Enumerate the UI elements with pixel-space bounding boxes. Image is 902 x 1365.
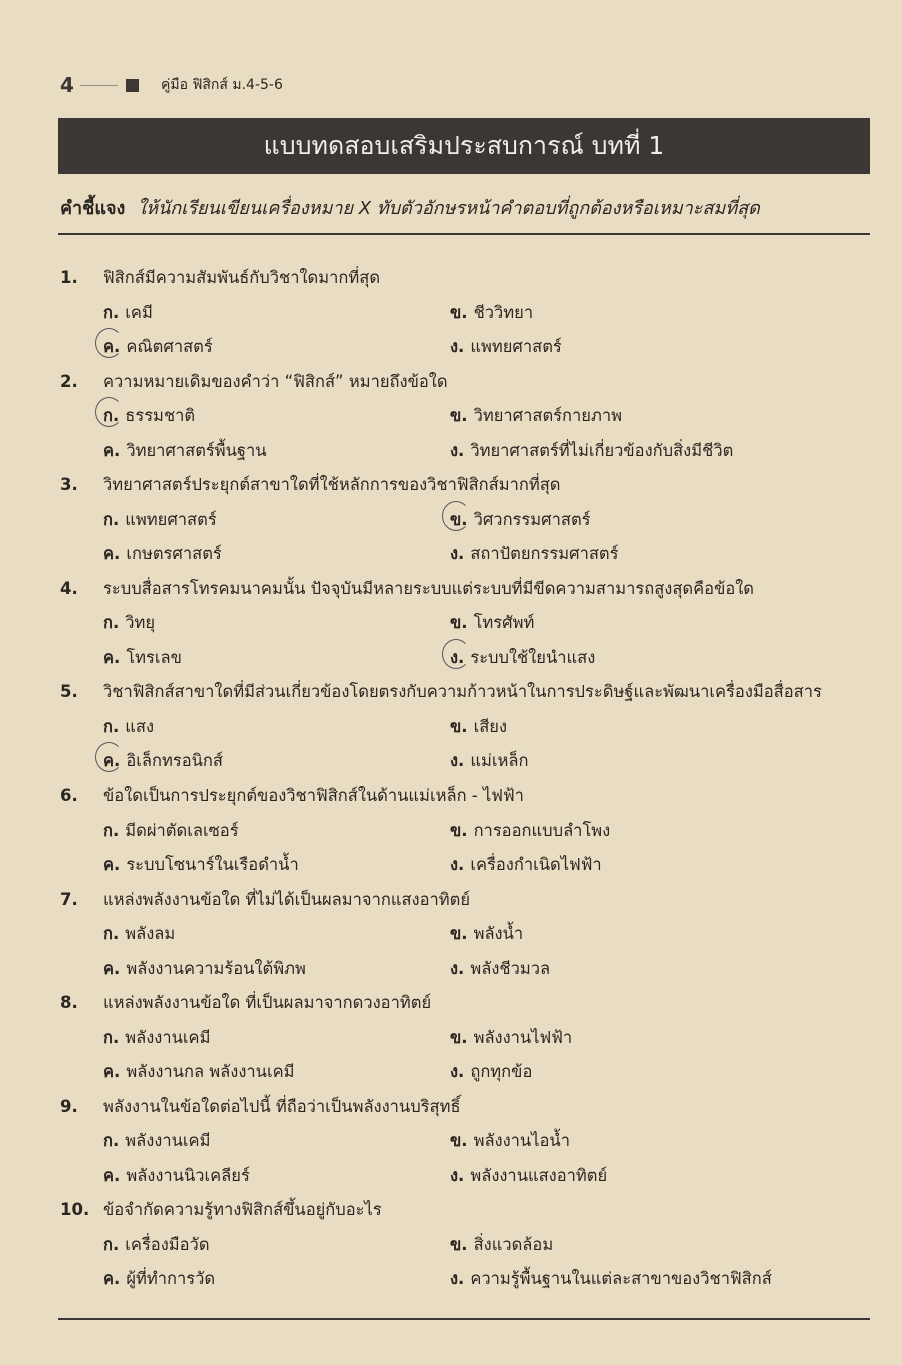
question-stem (60, 369, 448, 395)
question-stem (60, 783, 524, 809)
answer-option[interactable] (103, 818, 239, 844)
option-label: ก. (103, 406, 120, 426)
option-text: พลังชีวมวล (470, 958, 551, 978)
instructions-text: ให้นักเรียนเขียนเครื่องหมาย X ทับตัวอักษรหน้าคำตอบที่ถูกต้องหรือเหมาะสมที่สุด (137, 198, 760, 219)
option-label: ง. (450, 1062, 465, 1082)
option-label: ค. (103, 440, 121, 460)
handwritten-circle-mark (442, 501, 470, 531)
answer-option[interactable] (103, 1059, 295, 1085)
question-number: 9. (60, 1096, 78, 1116)
bottom-divider (58, 1318, 870, 1320)
option-text: มีดผ่าตัดเลเซอร์ (125, 820, 239, 840)
option-label: ก. (103, 302, 120, 322)
option-label: ง. (450, 440, 465, 460)
option-text: วิทยาศาสตร์พื้นฐาน (126, 440, 267, 460)
handwritten-circle-mark (95, 397, 123, 427)
question-number: 3. (60, 475, 78, 495)
option-text: เคมี (125, 302, 153, 322)
question-number: 4. (60, 578, 78, 598)
question-stem (60, 472, 561, 498)
question-text: ข้อใดเป็นการประยุกต์ของวิชาฟิสิกส์ในด้านแม่เหล็ก - ไฟฟ้า (103, 786, 524, 805)
answer-option[interactable] (450, 541, 619, 567)
answer-option[interactable] (103, 1128, 210, 1154)
option-label: ง. (450, 751, 465, 771)
page-number: 4 (60, 73, 74, 97)
header-divider (80, 85, 118, 86)
option-label: ง. (450, 647, 465, 667)
question-number: 10. (60, 1200, 90, 1220)
answer-option[interactable] (450, 334, 562, 360)
answer-option[interactable] (103, 334, 213, 360)
top-divider (58, 233, 870, 235)
answer-option[interactable] (103, 541, 222, 567)
question-text: ระบบสื่อสารโทรคมนาคมนั้น ปัจจุบันมีหลายระบบแต่ระบบที่มีขีดความสามารถสูงสุดคือข้อใด (103, 578, 755, 598)
page-title: แบบทดสอบเสริมประสบการณ์ บทที่ 1 (58, 118, 870, 174)
option-text: โทรศัพท์ (473, 613, 535, 633)
answer-option[interactable] (103, 1025, 210, 1051)
question-stem (60, 576, 754, 602)
question-stem (60, 887, 470, 913)
option-label: ข. (450, 1131, 468, 1151)
answer-option[interactable] (450, 403, 622, 429)
answer-option[interactable] (450, 1059, 532, 1085)
option-text: เกษตรศาสตร์ (126, 544, 222, 564)
option-text: พลังงานกล พลังงานเคมี (126, 1062, 295, 1082)
answer-option[interactable] (103, 852, 299, 878)
answer-option[interactable] (103, 748, 223, 774)
square-bullet-icon (126, 79, 139, 92)
option-text: พลังงานนิวเคลียร์ (126, 1165, 250, 1185)
option-label: ก. (103, 613, 120, 633)
book-title: คู่มือ ฟิสิกส์ ม.4-5-6 (161, 77, 283, 93)
option-text: วิทยาศาสตร์ที่ไม่เกี่ยวข้องกับสิ่งมีชีวิต (470, 440, 734, 460)
option-text: ความรู้พื้นฐานในแต่ละสาขาของวิชาฟิสิกส์ (470, 1269, 772, 1289)
option-label: ก. (103, 924, 120, 944)
answer-option[interactable] (103, 921, 175, 947)
option-label: ข. (450, 716, 468, 736)
answer-option[interactable] (103, 403, 195, 429)
option-text: ถูกทุกข้อ (470, 1062, 533, 1082)
answer-option[interactable] (103, 438, 267, 464)
answer-option[interactable] (103, 1232, 210, 1258)
option-text: ระบบโซนาร์ในเรือดำน้ำ (126, 855, 299, 874)
option-text: แสง (125, 716, 155, 736)
option-label: ค. (103, 647, 121, 667)
option-label: ง. (450, 855, 465, 874)
question-stem (60, 679, 822, 705)
instructions-label: คำชี้แจง (60, 198, 126, 219)
option-label: ง. (450, 1165, 465, 1185)
option-text: แพทยศาสตร์ (125, 509, 217, 529)
option-label: ข. (450, 302, 468, 322)
option-text: สถาปัตยกรรมศาสตร์ (470, 544, 619, 564)
question-text: แหล่งพลังงานข้อใด ที่เป็นผลมาจากดวงอาทิตย์ (103, 993, 432, 1013)
answer-option[interactable] (450, 610, 534, 636)
option-text: ผู้ที่ทำการวัด (126, 1269, 216, 1289)
answer-option[interactable] (103, 714, 154, 740)
answer-option[interactable] (450, 714, 507, 740)
question-number: 1. (60, 268, 78, 287)
answer-option[interactable] (450, 438, 733, 464)
option-text: แพทยศาสตร์ (470, 337, 562, 356)
answer-option[interactable] (103, 300, 153, 326)
option-label: ก. (103, 820, 120, 840)
question-stem (60, 990, 431, 1016)
option-label: ข. (450, 613, 468, 633)
answer-option[interactable] (103, 507, 217, 533)
option-label: ก. (103, 1131, 120, 1151)
option-text: ชีววิทยา (473, 302, 534, 322)
handwritten-circle-mark (442, 639, 470, 669)
instructions (60, 193, 760, 222)
option-text: เครื่องกำเนิดไฟฟ้า (470, 855, 602, 874)
question-stem (60, 1197, 382, 1223)
option-text: พลังงานเคมี (125, 1131, 211, 1151)
option-text: พลังน้ำ (473, 924, 524, 944)
answer-option[interactable] (103, 1163, 250, 1189)
answer-option[interactable] (450, 1163, 607, 1189)
option-text: พลังลม (125, 924, 176, 944)
option-text: พลังงานไฟฟ้า (473, 1027, 573, 1047)
option-text: อิเล็กทรอนิกส์ (126, 751, 223, 771)
question-text: ข้อจำกัดความรู้ทางฟิสิกส์ขึ้นอยู่กับอะไร (103, 1200, 382, 1220)
answer-option[interactable] (450, 1128, 570, 1154)
option-label: ค. (103, 544, 121, 564)
option-text: ธรรมชาติ (125, 406, 196, 426)
option-text: วิทยุ (125, 613, 156, 633)
option-text: พลังงานความร้อนใต้พิภพ (126, 958, 306, 978)
option-label: ง. (450, 1269, 465, 1289)
answer-option[interactable] (103, 956, 306, 982)
answer-option[interactable] (450, 300, 533, 326)
handwritten-circle-mark (95, 328, 123, 358)
answer-option[interactable] (450, 507, 591, 533)
question-text: พลังงานในข้อใดต่อไปนี้ ที่ถือว่าเป็นพลังงานบริสุทธิ์ (103, 1096, 461, 1116)
option-text: สิ่งแวดล้อม (473, 1234, 554, 1254)
answer-option[interactable] (450, 852, 602, 878)
option-text: โทรเลข (126, 647, 182, 667)
option-text: เครื่องมือวัด (125, 1234, 210, 1254)
answer-option[interactable] (103, 1266, 215, 1292)
option-label: ก. (103, 1234, 120, 1254)
question-number: 7. (60, 889, 78, 909)
option-text: เสียง (473, 716, 507, 736)
answer-option[interactable] (450, 956, 550, 982)
option-label: ค. (103, 1165, 121, 1185)
option-label: ข. (450, 509, 468, 529)
answer-option[interactable] (450, 818, 610, 844)
option-label: ง. (450, 544, 465, 564)
option-label: ข. (450, 1027, 468, 1047)
question-number: 5. (60, 682, 78, 702)
option-text: แม่เหล็ก (470, 751, 529, 771)
option-label: ข. (450, 406, 468, 426)
option-label: ค. (103, 855, 121, 874)
option-label: ง. (450, 337, 465, 356)
option-text: พลังงานเคมี (125, 1027, 211, 1047)
option-text: คณิตศาสตร์ (126, 337, 213, 356)
option-label: ค. (103, 751, 121, 771)
option-text: ระบบใช้ใยนำแสง (470, 647, 596, 667)
question-text: ฟิสิกส์มีความสัมพันธ์กับวิชาใดมากที่สุด (103, 268, 381, 287)
option-label: ก. (103, 716, 120, 736)
answer-option[interactable] (450, 1025, 572, 1051)
option-label: ค. (103, 1062, 121, 1082)
question-number: 8. (60, 993, 78, 1013)
option-text: การออกแบบลำโพง (473, 820, 611, 840)
option-label: ก. (103, 1027, 120, 1047)
option-label: ข. (450, 1234, 468, 1254)
option-label: ค. (103, 1269, 121, 1289)
question-stem (60, 1094, 461, 1120)
answer-option[interactable] (450, 645, 595, 671)
option-label: ข. (450, 820, 468, 840)
answer-option[interactable] (103, 610, 155, 636)
option-text: วิศวกรรมศาสตร์ (473, 509, 591, 529)
question-text: วิชาฟิสิกส์สาขาใดที่มีส่วนเกี่ยวข้องโดยตรงกับความก้าวหน้าในการประดิษฐ์และพัฒนาเครื่องมือสื่อสาร (103, 682, 822, 702)
option-label: ค. (103, 958, 121, 978)
answer-option[interactable] (450, 921, 523, 947)
question-number: 2. (60, 371, 78, 391)
option-label: ข. (450, 924, 468, 944)
option-text: พลังงานแสงอาทิตย์ (470, 1165, 608, 1185)
option-text: วิทยาศาสตร์กายภาพ (473, 406, 622, 426)
answer-option[interactable] (450, 748, 528, 774)
option-label: ค. (103, 337, 121, 356)
answer-option[interactable] (450, 1232, 553, 1258)
question-text: วิทยาศาสตร์ประยุกต์สาขาใดที่ใช้หลักการของวิชาฟิสิกส์มากที่สุด (103, 475, 561, 495)
question-text: แหล่งพลังงานข้อใด ที่ไม่ได้เป็นผลมาจากแสงอาทิตย์ (103, 889, 471, 909)
answer-option[interactable] (103, 645, 182, 671)
question-stem (60, 265, 380, 291)
option-label: ก. (103, 509, 120, 529)
option-text: พลังงานไอน้ำ (473, 1131, 570, 1151)
answer-option[interactable] (450, 1266, 772, 1292)
question-number: 6. (60, 786, 78, 805)
option-label: ง. (450, 958, 465, 978)
question-text: ความหมายเดิมของคำว่า “ฟิสิกส์” หมายถึงข้อใด (103, 371, 448, 391)
